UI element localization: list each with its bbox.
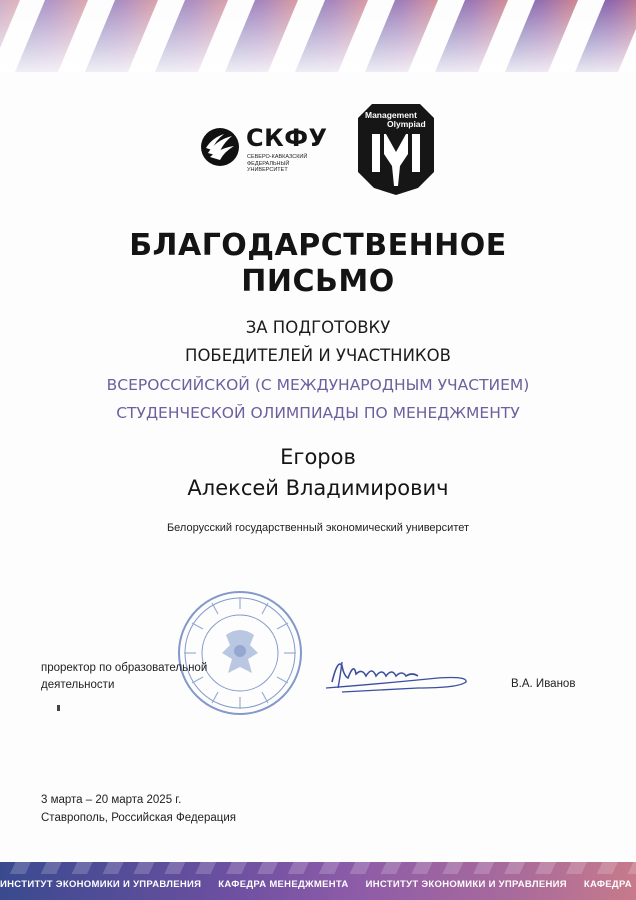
olympiad-logo-text-2: Olympiad — [387, 119, 426, 129]
recipient-surname: Егоров — [280, 445, 356, 469]
recipient-given-names: Алексей Владимирович — [187, 476, 449, 500]
signatory-role: проректор по образовательной деятельности — [41, 662, 208, 691]
olympiad-logo — [356, 100, 436, 195]
purpose-line-1: ЗА ПОДГОТОВКУ — [245, 318, 391, 337]
event-location: Ставрополь, Российская Федерация — [41, 812, 236, 824]
decorative-top-band — [0, 0, 636, 72]
university-emblem-icon — [198, 126, 242, 168]
olympiad-logo-text-1: Management — [365, 110, 417, 120]
footer-labels — [0, 879, 636, 890]
university-logo — [198, 124, 328, 180]
scan-speck — [57, 705, 60, 711]
event-dates: 3 марта – 20 марта 2025 г. — [41, 794, 182, 806]
footer-item: ИНСТИТУТ ЭКОНОМИКИ И УПРАВЛЕНИЯ — [0, 879, 202, 890]
footer-item: КАФЕДРА МЕНЕДЖМЕНТА — [218, 879, 349, 890]
document-title-line-1: БЛАГОДАРСТВЕННОЕ — [129, 228, 507, 263]
footer-item: КАФЕДРА — [583, 879, 632, 890]
logos-row — [0, 100, 636, 195]
event-info — [41, 791, 236, 827]
official-stamp-icon — [176, 589, 304, 717]
university-logo-subtitle: СЕВЕРО-КАВКАЗСКИЙ ФЕДЕРАЛЬНЫЙ УНИВЕРСИТЕТ — [247, 154, 308, 173]
purpose-line-4: СТУДЕНЧЕСКОЙ ОЛИМПИАДЫ ПО МЕНЕДЖМЕНТУ — [116, 404, 520, 422]
purpose-line-3: ВСЕРОССИЙСКОЙ (С МЕЖДУНАРОДНЫМ УЧАСТИЕМ) — [106, 376, 530, 394]
footer-item: ИНСТИТУТ ЭКОНОМИКИ И УПРАВЛЕНИЯ — [365, 879, 567, 890]
signatory-name: В.А. Иванов — [511, 678, 576, 690]
document-title-line-2: ПИСЬМО — [241, 264, 395, 299]
decorative-footer-band — [0, 862, 636, 900]
signature-icon — [318, 648, 470, 698]
purpose-line-2: ПОБЕДИТЕЛЕЙ И УЧАСТНИКОВ — [185, 346, 451, 365]
university-logo-name: СКФУ — [246, 124, 328, 152]
recipient-organization: Белорусский государственный экономический университет — [166, 522, 470, 534]
